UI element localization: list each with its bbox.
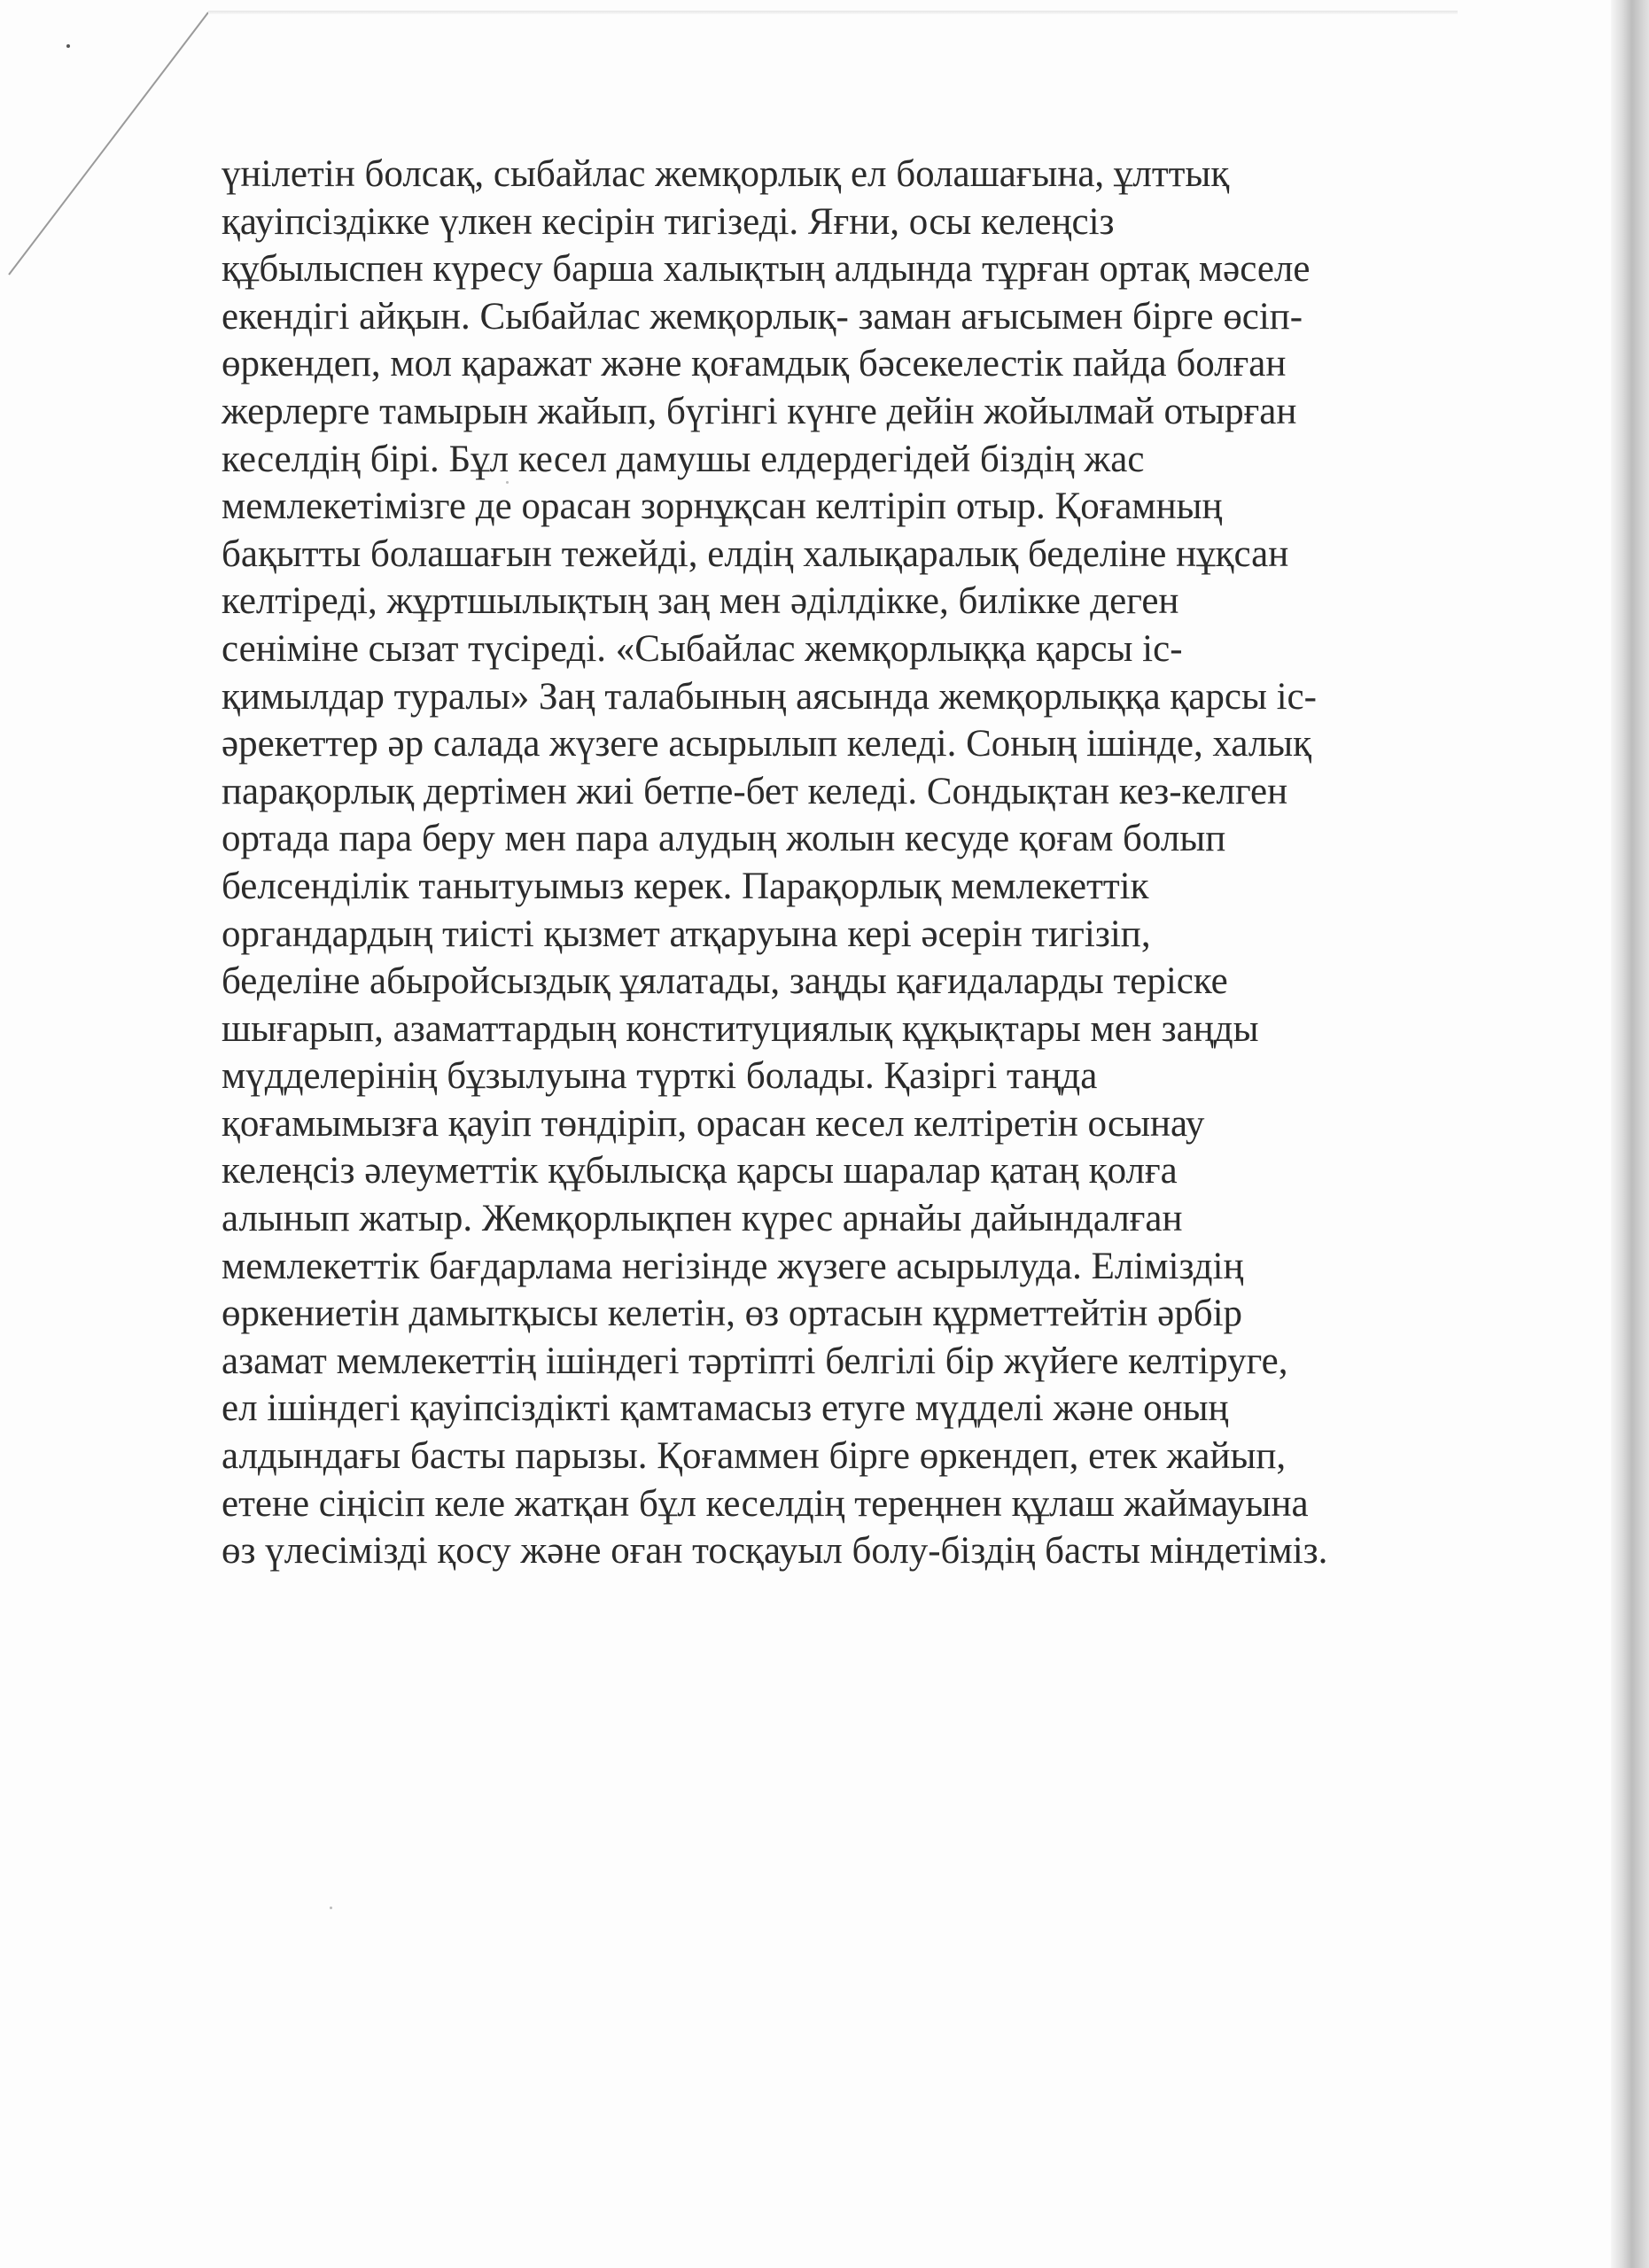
text-line: келеңсіз әлеуметтік құбылысқа қарсы шаралар қатаң қолға	[222, 1150, 1178, 1192]
text-line: ортада пара беру мен пара алудың жолын кесуде қоғам болып	[222, 818, 1226, 860]
text-line: белсенділік танытуымыз керек. Парақорлық мемлекеттік	[222, 865, 1149, 907]
text-line: беделіне абыройсыздық ұялатады, заңды қағидаларды теріске	[222, 960, 1228, 1003]
text-line: қауіпсіздікке үлкен кесірін тигізеді. Яғни, осы келеңсіз	[222, 200, 1115, 243]
text-line: өркениетін дамытқысы келетін, өз ортасын құрметтейтін әрбір	[222, 1293, 1243, 1335]
text-line: парақорлық дертімен жиі бетпе-бет келеді. Сондықтан кез-келген	[222, 770, 1288, 812]
text-line: сеніміне сызат түсіреді. «Сыбайлас жемқорлыққа қарсы іс-	[222, 627, 1183, 670]
text-line: өркендеп, мол қаражат және қоғамдық бәсекелестік пайда болған	[222, 343, 1287, 385]
text-line: ел ішіндегі қауіпсіздікті қамтамасыз етуге мүдделі және оның	[222, 1387, 1229, 1430]
text-line: келтіреді, жұртшылықтың заң мен әділдікке, билікке деген	[222, 580, 1179, 623]
text-line: құбылыспен күресу барша халықтың алдында тұрған ортақ мәселе	[222, 248, 1311, 291]
scan-top-edge	[208, 11, 1458, 14]
text-line: кеселдің бірі. Бұл кесел дамушы елдердегідей біздің жас	[222, 438, 1145, 480]
scan-dust-dot	[66, 44, 70, 48]
text-line: азамат мемлекеттің ішіндегі тәртіпті белгілі бір жүйеге келтіруге,	[222, 1340, 1288, 1382]
text-line: үнілетін болсақ, сыбайлас жемқорлық ел болашағына, ұлттық	[222, 153, 1230, 195]
text-line: екендігі айқын. Сыбайлас жемқорлық- заман ағысымен бірге өсіп-	[222, 295, 1303, 338]
text-line: органдардың тиісті қызмет атқаруына кері әсерін тигізіп,	[222, 913, 1151, 955]
text-line: қоғамымызға қауіп төндіріп, орасан кесел келтіретін осынау	[222, 1102, 1205, 1145]
body-text	[222, 151, 1604, 1575]
text-line: өз үлесімізді қосу және оған тосқауыл болу-біздің басты міндетіміз.	[222, 1530, 1328, 1573]
text-line: мемлекетімізге де орасан зорнұқсан келтіріп отыр. Қоғамның	[222, 485, 1223, 528]
text-line: алдындағы басты парызы. Қоғаммен бірге өркендеп, етек жайып,	[222, 1435, 1287, 1478]
text-line: шығарып, азаматтардың конституциялық құқықтары мен заңды	[222, 1007, 1259, 1050]
scan-speck	[330, 1907, 332, 1909]
text-line: мемлекеттік бағдарлама негізінде жүзеге асырылуда. Еліміздің	[222, 1245, 1244, 1287]
text-line: бақытты болашағын тежейді, елдің халықаралық беделіне нұқсан	[222, 532, 1289, 575]
text-line: етене сіңісіп келе жатқан бұл кеселдің тереңнен құлаш жаймауына	[222, 1482, 1309, 1525]
text-line: алынып жатыр. Жемқорлықпен күрес арнайы дайындалған	[222, 1198, 1183, 1240]
text-line: әрекеттер әр салада жүзеге асырылып келеді. Соның ішінде, халық	[222, 723, 1312, 765]
text-line: қимылдар туралы» Заң талабының аясында жемқорлыққа қарсы іс-	[222, 675, 1317, 718]
scan-right-edge-shadow	[1611, 0, 1649, 2268]
text-line: жерлерге тамырын жайып, бүгінгі күнге дейін жойылмай отырған	[222, 390, 1297, 432]
text-line: мүдделерінің бұзылуына түрткі болады. Қазіргі таңда	[222, 1055, 1098, 1098]
